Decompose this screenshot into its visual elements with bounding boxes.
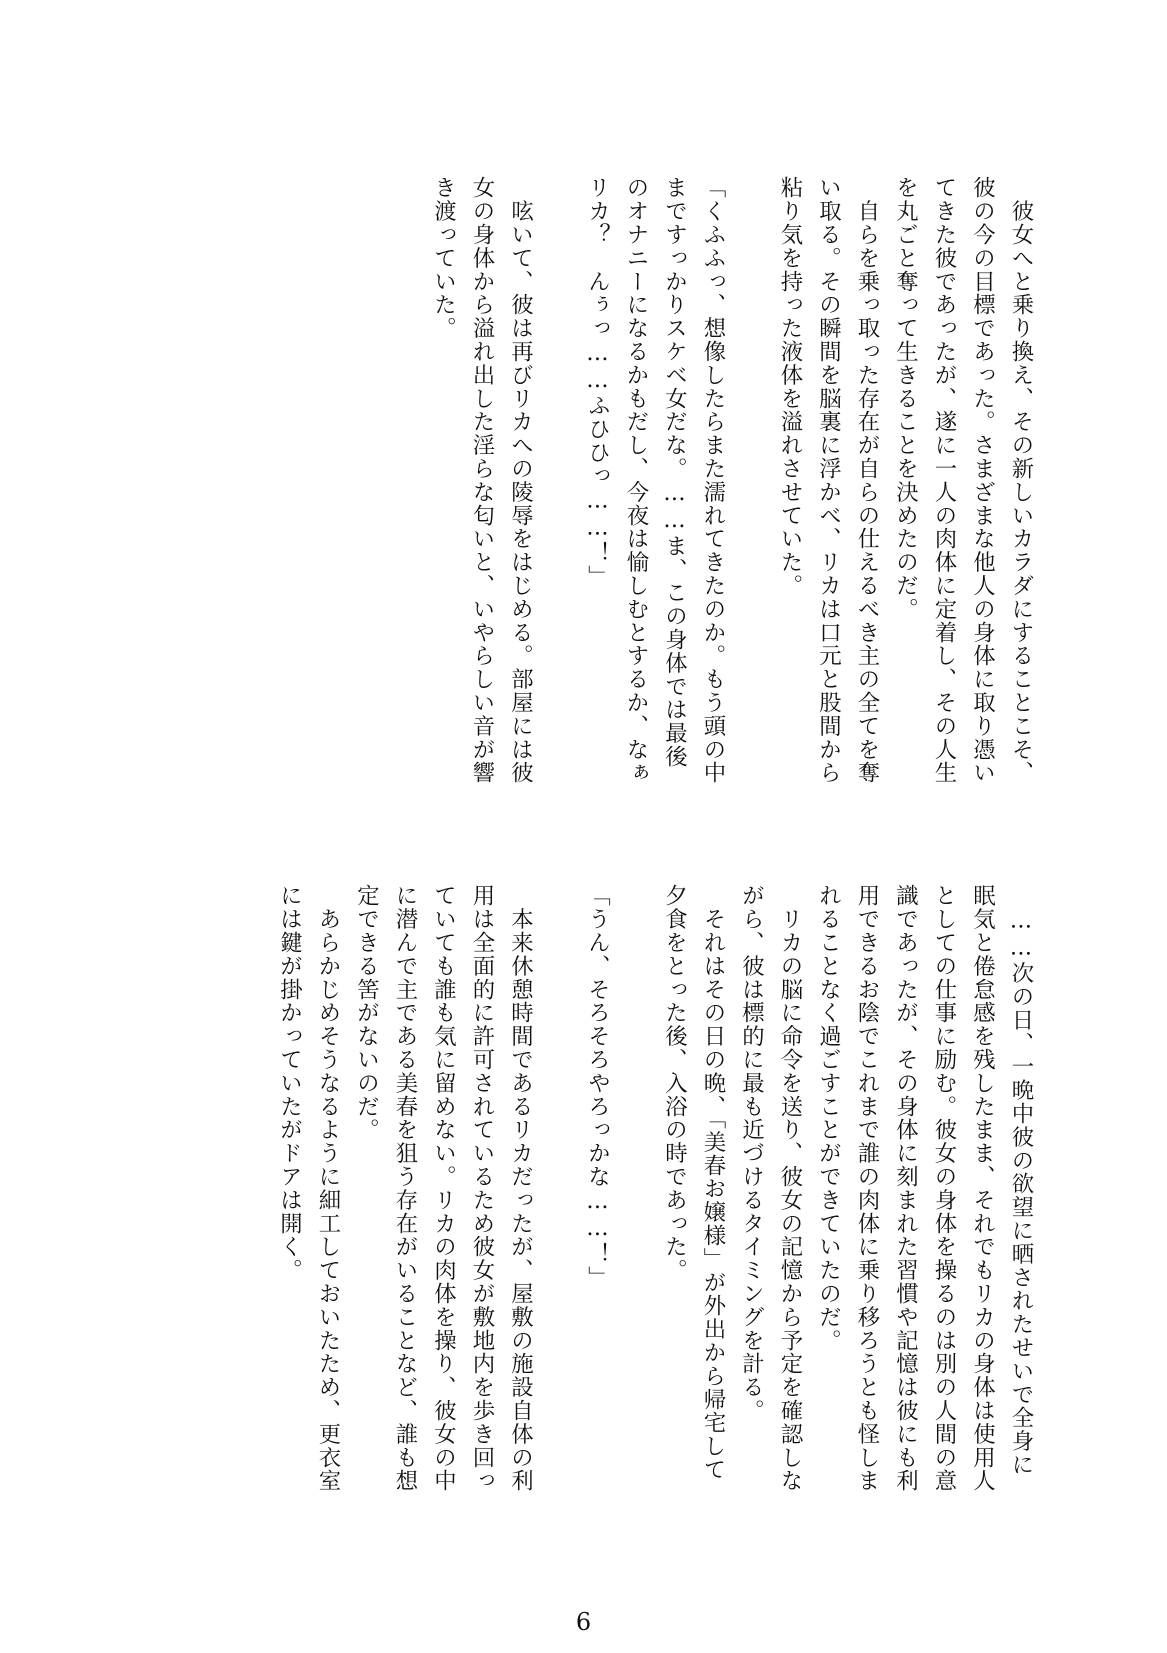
text-line: がら、彼は標的に最も近づけるタイミングを計る。 [738, 884, 765, 1423]
text-line: リカの脳に命令を送り、彼女の記憶から予定を確認しな [777, 884, 803, 1493]
dialogue-line: のオナニーになるかもだし、今夜は愉しむとするか、なぁ [623, 176, 649, 785]
text-line: ……次の日、一晩中彼の欲望に晒されたせいで全身に [1008, 884, 1034, 1477]
dialogue-line: リカ？ んぅっ……ふひひっ……！」 [584, 176, 611, 589]
lower-text-block [270, 884, 1040, 1554]
text-line: を丸ごと奪って生きることを決めたのだ。 [892, 176, 919, 621]
text-line: い取る。その瞬間を脳裏に浮かべ、リカは口元と股間から [815, 176, 842, 785]
text-line: に潜んで主である美春を狙う存在がいることなど、誰も想 [392, 884, 418, 1493]
blank-line [617, 884, 656, 1554]
text-line: 識であったが、その身体に刻まれた習慣や記憶は彼にも利 [892, 884, 919, 1493]
text-line: ていても誰も気に留めない。リカの肉体を操り、彼女の中 [430, 884, 457, 1493]
text-line: 粘り気を持った液体を溢れさせていた。 [777, 176, 803, 598]
text-line: には鍵が掛かっていたがドアは開く。 [276, 884, 303, 1282]
text-line: 彼女へと乗り換え、その新しいカラダにすることこそ、 [1008, 176, 1034, 785]
text-line: 用は全面的に許可されているため彼女が敷地内を歩き回っ [469, 884, 495, 1493]
text-line: 定できる筈がないのだ。 [353, 884, 380, 1142]
text-line: 本来休憩時間であるリカだったが、屋敷の施設自体の利 [507, 884, 534, 1493]
text-line: 女の身体から溢れ出した淫らな匂いと、いやらしい音が響 [469, 176, 495, 785]
text-line: 呟いて、彼は再びリカへの陵辱をはじめる。部屋には彼 [507, 176, 534, 785]
dialogue-line: 「くふふっ、想像したらまた濡れてきたのか。もう頭の中 [700, 176, 726, 785]
text-line: てきた彼であったが、遂に一人の肉体に定着し、その人生 [931, 176, 957, 785]
dialogue-line: まですっかりスケベ女だな。……ま、この身体では最後 [661, 176, 688, 769]
blank-line [732, 176, 771, 846]
text-line: 夕食をとった後、入浴の時であった。 [661, 884, 688, 1282]
text-line: 彼の今の目標であった。さまざまな他人の身体に取り憑い [969, 176, 996, 785]
blank-line [540, 884, 579, 1554]
text-line: き渡っていた。 [430, 176, 457, 340]
upper-text-block [424, 176, 1040, 846]
blank-line [540, 176, 579, 846]
text-line: 自らを乗っ取った存在が自らの仕えるべき主の全てを奪 [854, 176, 880, 785]
text-line: あらかじめそうなるように細工しておいたため、更衣室 [315, 884, 341, 1493]
text-line: れることなく過ごすことができていたのだ。 [815, 884, 842, 1352]
text-line: としての仕事に励む。彼女の身体を操るのは別の人間の意 [931, 884, 957, 1493]
page-number: 6 [575, 1608, 592, 1636]
text-line: それはその日の晩、「美春お嬢様」が外出から帰宅して [700, 884, 726, 1482]
text-line: 眠気と倦怠感を残したまま、それでもリカの身体は使用人 [969, 884, 996, 1493]
dialogue-line: 「うん、そろそろやろっかな……！」 [584, 884, 611, 1289]
text-line: 用できるお陰でこれまで誰の肉体に乗り移ろうとも怪しま [854, 884, 880, 1493]
